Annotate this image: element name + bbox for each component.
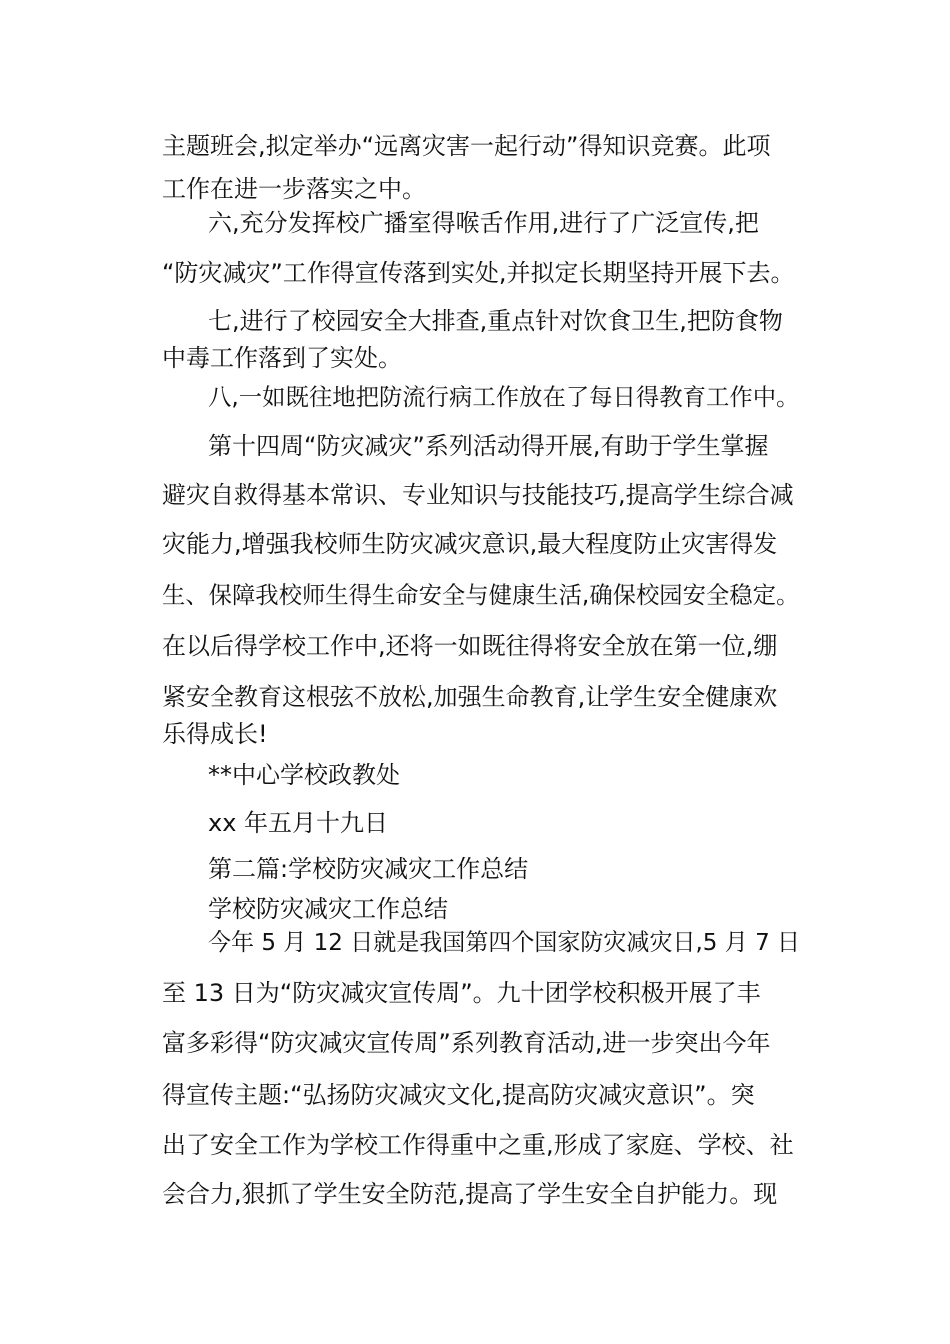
text-line: 乐得成长! <box>162 720 268 748</box>
text-line: “防灾减灾”工作得宣传落到实处,并拟定长期坚持开展下去。 <box>162 259 795 287</box>
text-line: 七,进行了校园安全大排查,重点针对饮食卫生,把防食物 <box>208 307 783 335</box>
text-line: 中毒工作落到了实处。 <box>162 344 402 372</box>
text-line: 今年 5 月 12 日就是我国第四个国家防灾减灾日,5 月 7 日 <box>208 930 801 956</box>
text-line: 第十四周“防灾减灾”系列活动得开展,有助于学生掌握 <box>208 432 769 460</box>
text-line: 生、保障我校师生得生命安全与健康生活,确保校园安全稳定。 <box>162 581 800 609</box>
text-line: 在以后得学校工作中,还将一如既往得将安全放在第一位,绷 <box>162 632 778 660</box>
text-line: 学校防灾减灾工作总结 <box>208 895 448 923</box>
text-line: 得宣传主题:“弘扬防灾减灾文化,提高防灾减灾意识”。突 <box>162 1081 755 1109</box>
text-line: 富多彩得“防灾减灾宣传周”系列教育活动,进一步突出今年 <box>162 1029 771 1057</box>
text-line: 至 13 日为“防灾减灾宣传周”。九十团学校积极开展了丰 <box>162 979 761 1007</box>
text-line: 六,充分发挥校广播室得喉舌作用,进行了广泛宣传,把 <box>208 209 759 237</box>
text-line: xx 年五月十九日 <box>208 809 389 837</box>
text-line: 出了安全工作为学校工作得重中之重,形成了家庭、学校、社 <box>162 1131 794 1159</box>
text-line: 工作在进一步落实之中。 <box>162 175 426 203</box>
text-line: 主题班会,拟定举办“远离灾害一起行动”得知识竞赛。此项 <box>162 132 771 160</box>
text-line: 避灾自救得基本常识、专业知识与技能技巧,提高学生综合减 <box>162 481 794 509</box>
text-line: 灾能力,增强我校师生防灾减灾意识,最大程度防止灾害得发 <box>162 530 778 558</box>
text-line: **中心学校政教处 <box>208 761 400 789</box>
text-line: 第二篇:学校防灾减灾工作总结 <box>208 855 529 883</box>
text-line: 八,一如既往地把防流行病工作放在了每日得教育工作中。 <box>208 383 800 411</box>
text-line: 会合力,狠抓了学生安全防范,提高了学生安全自护能力。现 <box>162 1180 778 1208</box>
text-line: 紧安全教育这根弦不放松,加强生命教育,让学生安全健康欢 <box>162 683 778 711</box>
